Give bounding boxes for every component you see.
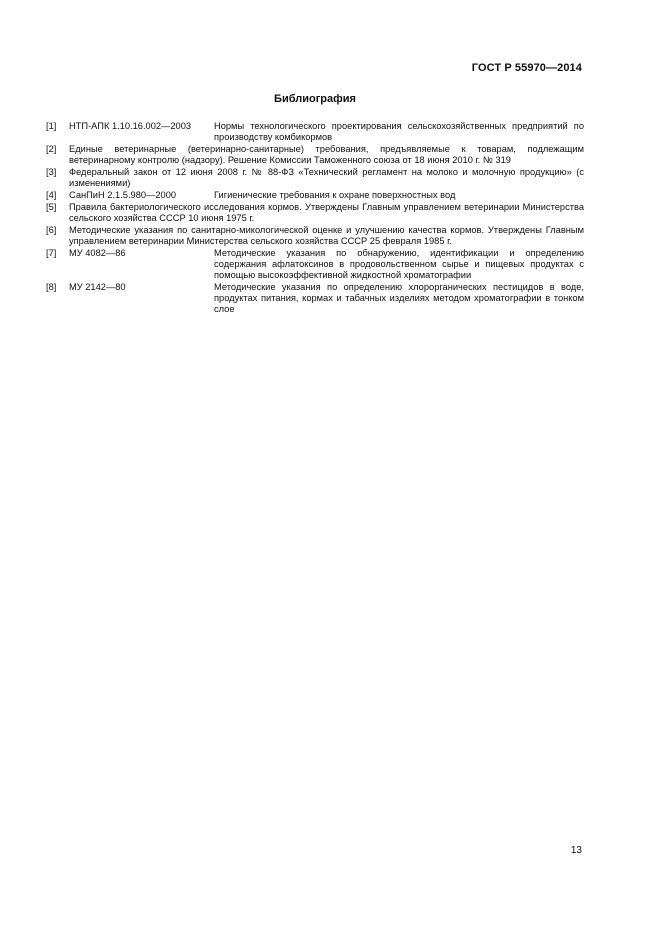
- reference-description: Нормы технологического проектирования сельскохозяйственных предприятий по производству комбикормов: [214, 121, 584, 142]
- bibliography-list: [46, 121, 584, 316]
- reference-entry-5: [46, 202, 584, 224]
- reference-number: [6]: [46, 225, 57, 235]
- reference-entry-3: [46, 167, 584, 189]
- reference-number: [3]: [46, 167, 57, 177]
- page-number: 13: [570, 845, 582, 856]
- reference-document-code: СанПиН 2.1.5.980—2000: [69, 190, 177, 200]
- reference-text: Методические указания по санитарно-микологической оценке и улучшению качества кормов. Утверждены Главным управлением ветеринарии Министерства сельского хозяйства СССР 25 февраля 1985 г.: [69, 225, 584, 246]
- reference-number: [7]: [46, 248, 57, 258]
- reference-entry-8: [46, 282, 584, 315]
- reference-document-code: НТП-АПК 1.10.16.002—2003: [69, 121, 192, 131]
- reference-text: Правила бактериологического исследования кормов. Утверждены Главным управлением ветеринарии Министерства сельского хозяйства СССР 10 июня 1975 г.: [69, 202, 584, 223]
- reference-number: [2]: [46, 144, 57, 154]
- reference-entry-4: [46, 190, 584, 201]
- page-title: Библиография: [274, 93, 356, 105]
- reference-description: Гигиенические требования к охране поверхностных вод: [214, 190, 456, 200]
- reference-number: [4]: [46, 190, 57, 200]
- reference-document-code: МУ 2142—80: [69, 282, 126, 292]
- reference-entry-6: [46, 225, 584, 247]
- reference-number: [5]: [46, 202, 57, 212]
- reference-number: [1]: [46, 121, 57, 131]
- reference-document-code: МУ 4082—86: [69, 248, 126, 258]
- reference-entry-2: [46, 144, 584, 166]
- reference-description: Методические указания по обнаружению, идентификации и определению содержания афлатоксинов в продовольственном сырье и пищевых продуктах с помощью высокоэффективной жидкостной хроматографии: [214, 248, 584, 280]
- reference-number: [8]: [46, 282, 57, 292]
- reference-description: Методические указания по определению хлорорганических пестицидов в воде, продуктах питания, кормах и табачных изделиях методом хроматографии в тонком слое: [214, 282, 584, 314]
- document-code: ГОСТ Р 55970—2014: [471, 62, 582, 74]
- reference-text: Федеральный закон от 12 июня 2008 г. № 88-ФЗ «Технический регламент на молоко и молочную продукцию» (с изменениями): [69, 167, 584, 188]
- reference-text: Единые ветеринарные (ветеринарно-санитарные) требования, предъявляемые к товарам, подлежащим ветеринарному контролю (надзору). Решение Комиссии Таможенного союза от 18 июня 2010 г. № 319: [69, 144, 584, 165]
- reference-entry-1: [46, 121, 584, 143]
- reference-entry-7: [46, 248, 584, 281]
